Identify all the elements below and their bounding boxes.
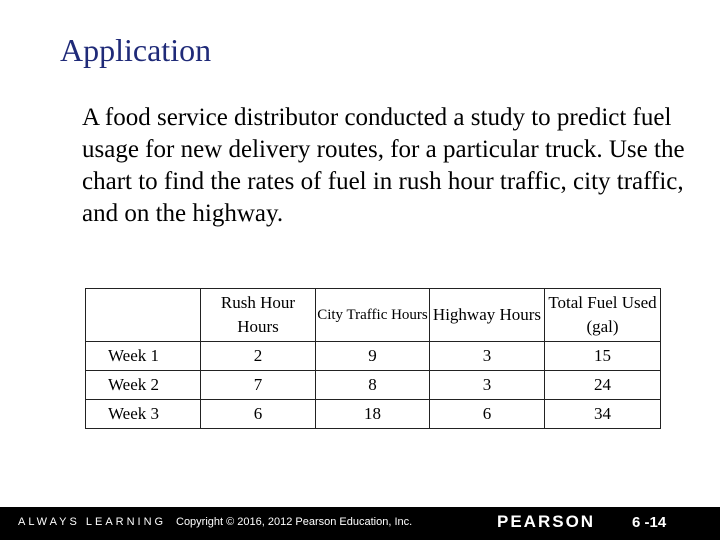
fuel-usage-table (85, 288, 661, 429)
row-label: Week 2 (86, 371, 201, 400)
cell-highway: 6 (430, 400, 545, 429)
page-number: 6 -14 (632, 514, 667, 531)
cell-highway: 3 (430, 371, 545, 400)
pearson-logo: PEARSON (497, 512, 596, 531)
slide-body-text: A food service distributor conducted a study to predict fuel usage for new delivery routes, for a particular truck. Use the chart to find the rates of fuel in rush hour traffic, city traffic, and on the highway. (82, 104, 685, 227)
header-city-traffic: City Traffic Hours (316, 289, 430, 342)
table-header-row (86, 289, 661, 342)
footer-tagline: ALWAYS LEARNING (18, 516, 167, 528)
cell-highway: 3 (430, 342, 545, 371)
footer-bar (0, 507, 720, 540)
cell-city-traffic: 9 (316, 342, 430, 371)
cell-total-fuel: 15 (545, 342, 661, 371)
cell-city-traffic: 8 (316, 371, 430, 400)
header-cell-empty (86, 289, 201, 342)
table-row (86, 371, 661, 400)
cell-total-fuel: 34 (545, 400, 661, 429)
cell-rush-hour: 6 (201, 400, 316, 429)
row-label: Week 3 (86, 400, 201, 429)
header-rush-hour: Rush Hour Hours (201, 289, 316, 342)
row-label: Week 1 (86, 342, 201, 371)
header-highway: Highway Hours (430, 289, 545, 342)
cell-rush-hour: 2 (201, 342, 316, 371)
header-total-fuel: Total Fuel Used (gal) (545, 289, 661, 342)
footer-copyright: Copyright © 2016, 2012 Pearson Education, Inc. (176, 516, 413, 528)
cell-total-fuel: 24 (545, 371, 661, 400)
table-row (86, 342, 661, 371)
table-row (86, 400, 661, 429)
cell-rush-hour: 7 (201, 371, 316, 400)
slide-title: Application (60, 32, 212, 68)
cell-city-traffic: 18 (316, 400, 430, 429)
